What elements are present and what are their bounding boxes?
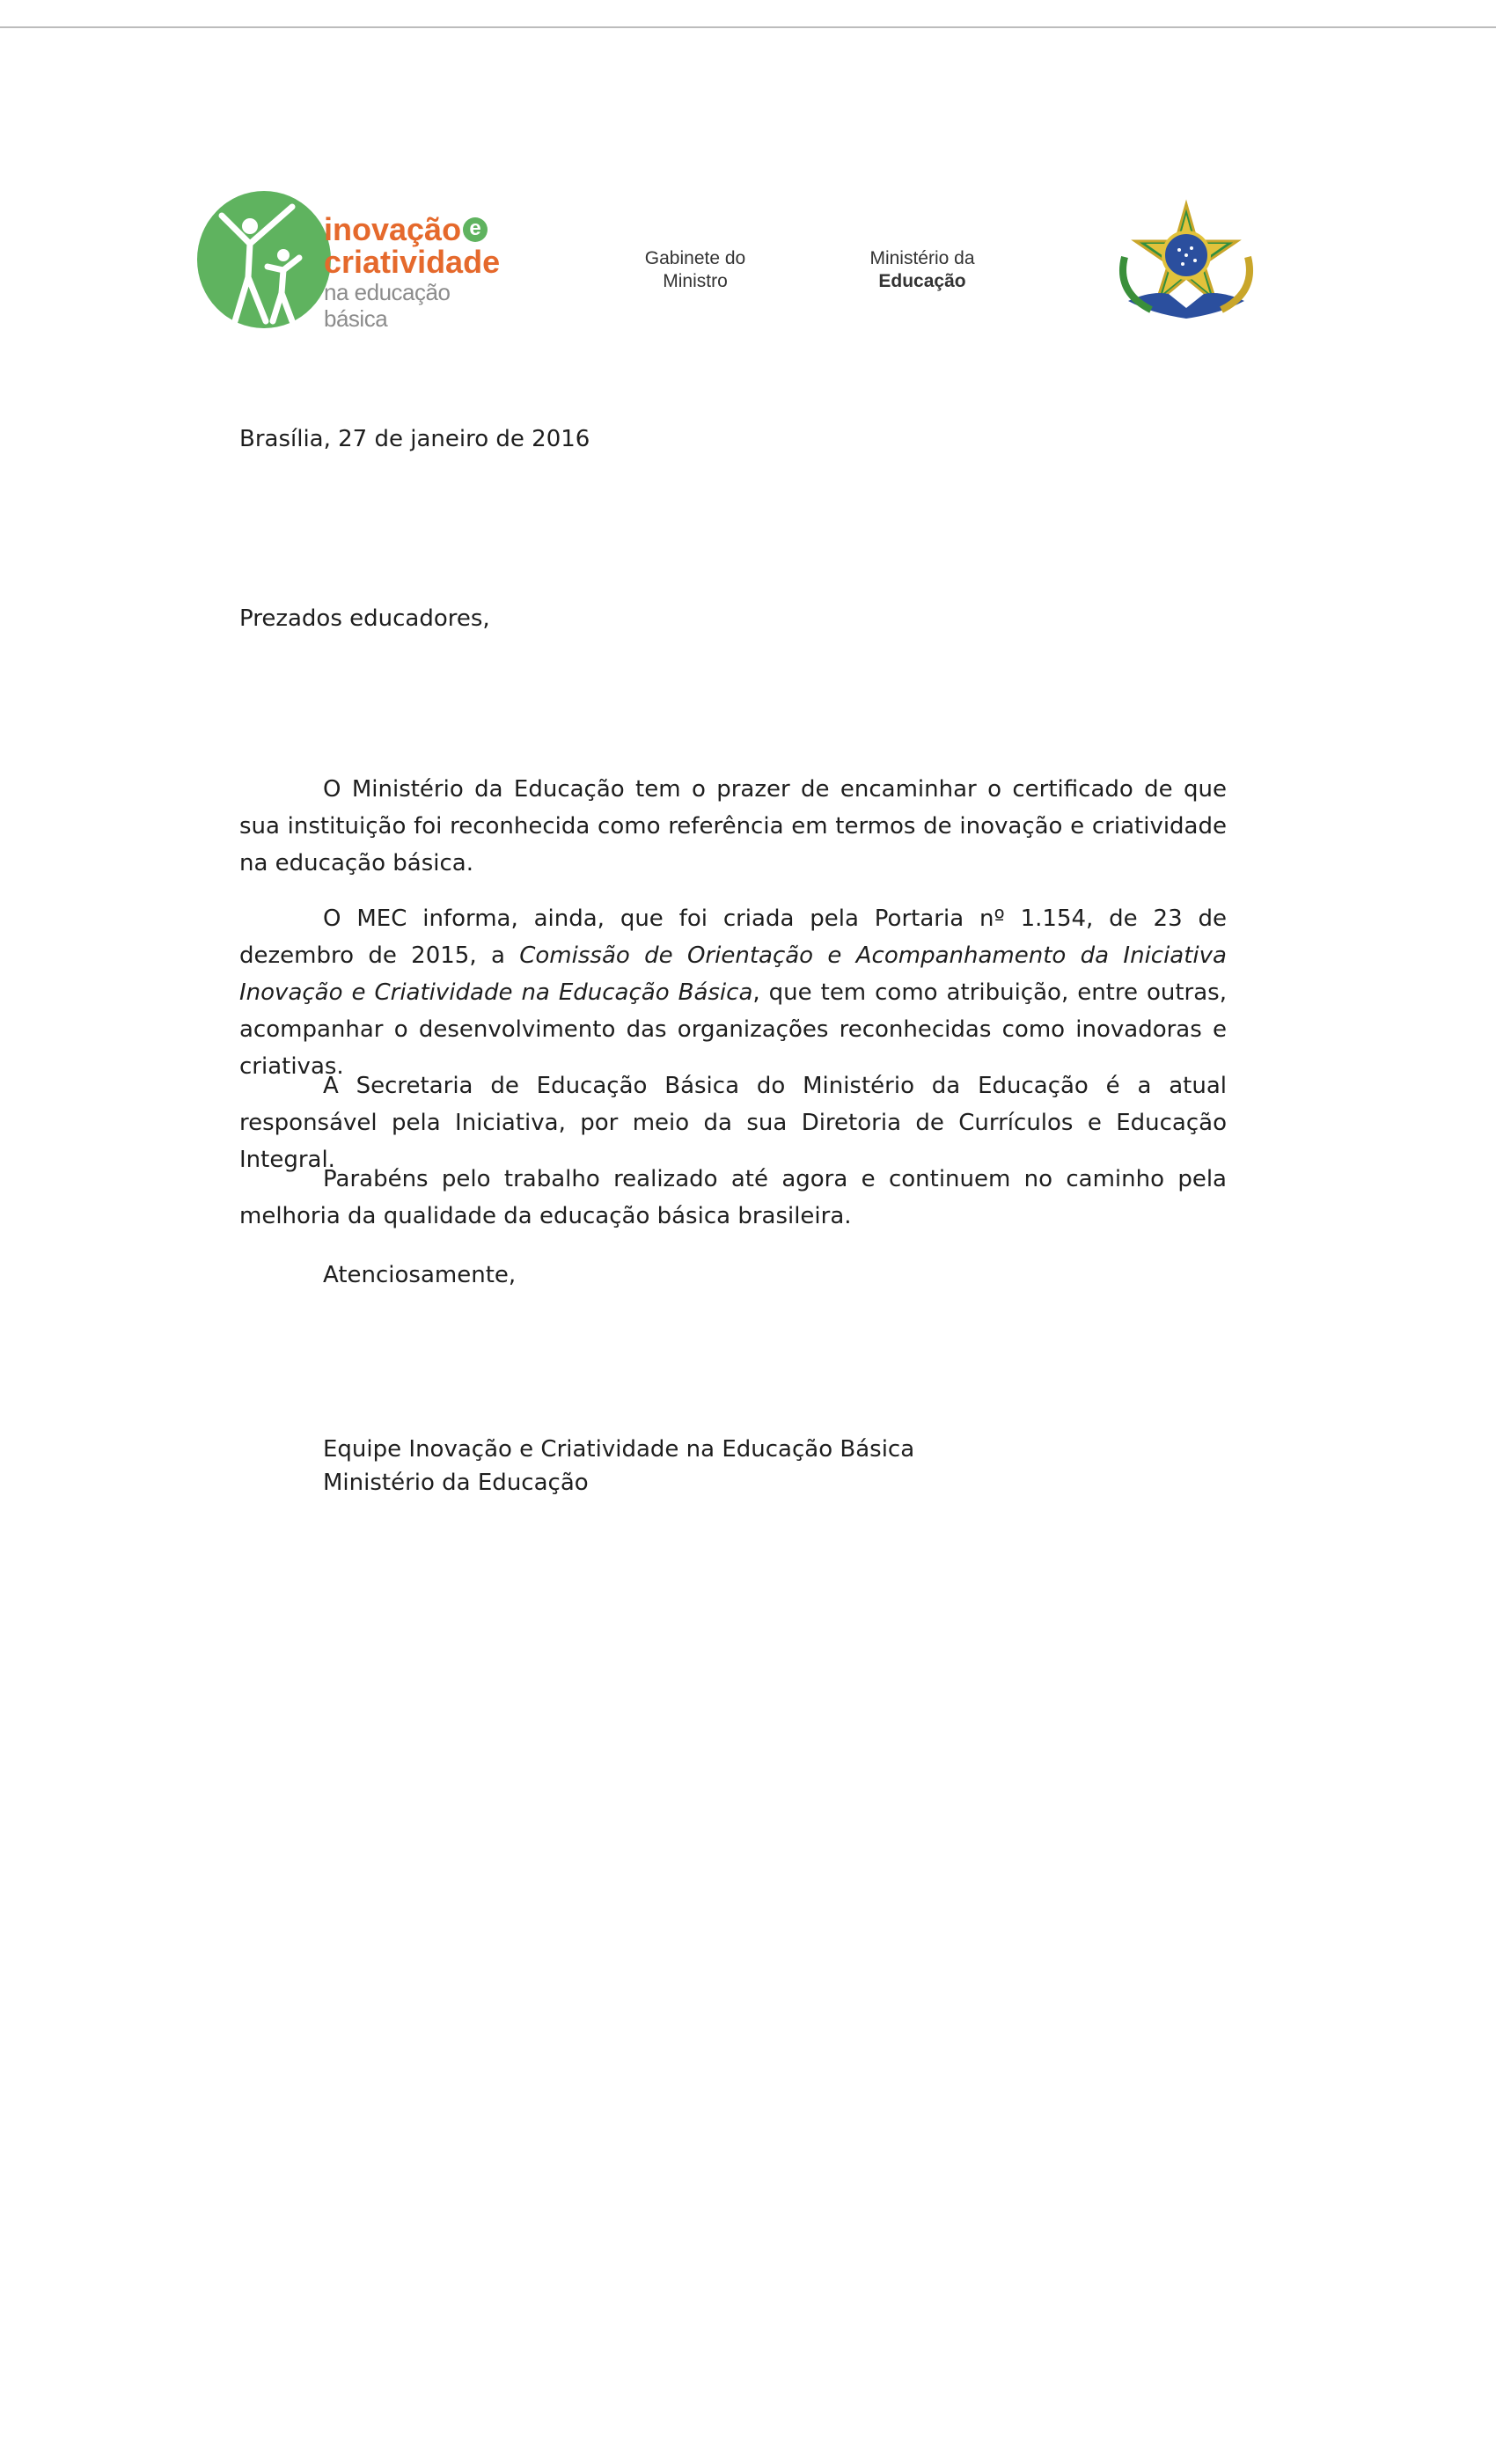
paragraph-3: A Secretaria de Educação Básica do Ministério da Educação é a atual responsável pela Iniciativa, por meio da sua Diretoria de Currículos e Educação Integral.: [239, 1073, 1227, 1173]
inovacao-criatividade-logo: [195, 189, 501, 332]
signature-ministry: Ministério da Educação: [323, 1470, 589, 1496]
logo-wordmark: [324, 211, 501, 332]
paragraph-2: O MEC informa, ainda, que foi criada pela Portaria nº 1.154, de 23 de dezembro de 2015, a Comissão de Orientação e Acompanhamento da Iniciativa Inovação e Criatividade na Educação Básica, que tem como atribuição, entre outras, acompanhar o desenvolvimento das organizações reconhecidas como inovadoras e criativas.: [239, 906, 1227, 1080]
ministerio-label: Ministério da Educação: [869, 248, 975, 291]
logo-figures-icon: [195, 189, 332, 330]
paragraph-1: O Ministério da Educação tem o prazer de encaminhar o certificado de que sua instituição foi reconhecida como referência em termos de inovação e criatividade na educação básica.: [239, 776, 1227, 876]
signature-team: Equipe Inovação e Criatividade na Educação Básica: [323, 1436, 915, 1463]
commission-name: Comissão de Orientação e Acompanhamento da Iniciativa Inovação e Criatividade na Educação Básica: [239, 942, 1227, 1006]
letter-date: Brasília, 27 de janeiro de 2016: [239, 426, 590, 452]
top-scan-rule: [0, 26, 1496, 28]
brazil-coat-of-arms-icon: [1116, 195, 1257, 336]
logo-word-criatividade: criatividade: [324, 244, 501, 280]
paragraph-4: Parabéns pelo trabalho realizado até agora e continuem no caminho pela melhoria da qualidade da educação básica brasileira.: [239, 1166, 1227, 1229]
logo-subtitle: na educação básica: [324, 279, 451, 332]
letter-closing: Atenciosamente,: [323, 1262, 517, 1288]
logo-word-inovacao: inovação: [324, 211, 462, 247]
letter-greeting: Prezados educadores,: [239, 605, 490, 632]
logo-e-badge: e: [463, 217, 488, 242]
gabinete-label: Gabinete do Ministro: [644, 248, 746, 291]
